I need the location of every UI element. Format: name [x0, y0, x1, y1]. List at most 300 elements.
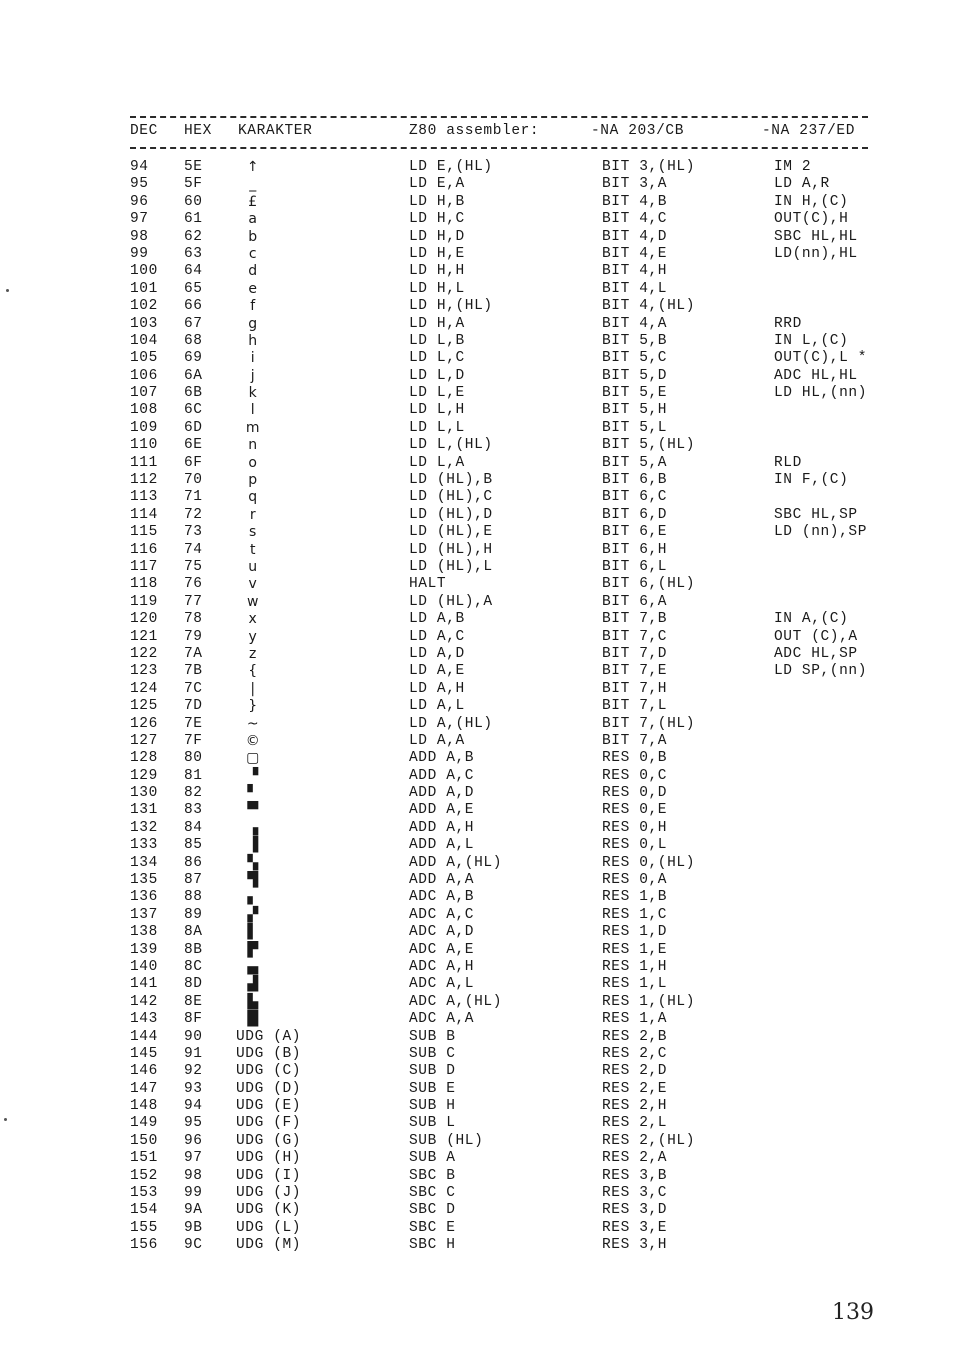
table-row [0, 455, 970, 472]
table-row [0, 472, 970, 489]
ed-cell: OUT (C),A [774, 628, 858, 645]
hex-cell: 62 [184, 228, 203, 245]
hex-cell: 95 [184, 1115, 203, 1132]
table-row [0, 681, 970, 698]
dec-cell: 101 [130, 280, 158, 297]
z80-cell: SUB D [409, 1063, 456, 1080]
character-cell: UDG (M) [236, 1237, 302, 1254]
hex-cell: 85 [184, 837, 203, 854]
character-cell: k [248, 385, 258, 402]
cb-cell: BIT 5,E [602, 385, 668, 402]
dec-cell: 96 [130, 193, 149, 210]
dec-cell: 115 [130, 524, 158, 541]
table-row [0, 507, 970, 524]
character-cell: UDG (J) [236, 1185, 302, 1202]
dec-cell: 99 [130, 245, 149, 262]
table-row [0, 246, 970, 263]
hex-cell: 6D [184, 419, 203, 436]
table-row [0, 889, 970, 906]
dec-cell: 133 [130, 837, 158, 854]
hex-cell: 6A [184, 367, 203, 384]
dec-cell: 145 [130, 1045, 158, 1062]
dec-cell: 117 [130, 558, 158, 575]
dec-cell: 94 [130, 159, 149, 175]
dec-cell: 135 [130, 872, 158, 889]
z80-cell: ADC A,A [409, 1011, 475, 1028]
cb-cell: BIT 6,E [602, 524, 668, 541]
hex-cell: 65 [184, 280, 203, 297]
hex-cell: 69 [184, 350, 203, 367]
character-cell: ▀ [247, 802, 259, 819]
cb-cell: RES 0,B [602, 750, 668, 767]
cb-cell: BIT 5,A [602, 454, 668, 471]
z80-cell: LD (HL),B [409, 472, 493, 489]
dec-cell: 140 [130, 958, 158, 975]
dec-cell: 156 [130, 1237, 158, 1254]
character-cell: UDG (I) [236, 1167, 302, 1184]
ed-cell: IN L,(C) [774, 332, 849, 349]
table-row [0, 1081, 970, 1098]
cb-cell: RES 1,D [602, 924, 668, 941]
dec-cell: 136 [130, 889, 158, 906]
cb-cell: RES 1,(HL) [602, 993, 696, 1010]
top-rule [130, 116, 868, 118]
z80-cell: SUB A [409, 1150, 456, 1167]
ed-cell: LD(nn),HL [774, 245, 858, 262]
z80-cell: SBC H [409, 1237, 456, 1254]
character-cell: UDG (A) [236, 1028, 302, 1045]
z80-cell: ADD A,L [409, 837, 475, 854]
z80-cell: ADC A,B [409, 889, 475, 906]
cb-cell: RES 1,H [602, 958, 668, 975]
cb-cell: BIT 5,D [602, 367, 668, 384]
character-cell: ▗ [247, 819, 259, 836]
cb-cell: RES 2,E [602, 1080, 668, 1097]
character-cell: ▛ [247, 941, 259, 958]
character-cell: l [250, 402, 256, 419]
z80-cell: LD H,C [409, 211, 465, 228]
cb-cell: RES 2,H [602, 1098, 668, 1115]
dec-cell: 146 [130, 1063, 158, 1080]
hex-cell: 60 [184, 193, 203, 210]
character-cell: ▞ [247, 906, 259, 923]
cb-cell: BIT 7,D [602, 645, 668, 662]
ed-cell: SBC HL,SP [774, 506, 858, 523]
hex-cell: 75 [184, 558, 203, 575]
scan-speck [6, 289, 9, 292]
header-na203: -NA 203/CB [591, 123, 685, 139]
hex-cell: 7B [184, 663, 203, 680]
dec-cell: 125 [130, 698, 158, 715]
hex-cell: 7A [184, 645, 203, 662]
character-cell: d [248, 263, 258, 280]
character-cell: a [248, 211, 258, 228]
dec-cell: 129 [130, 767, 158, 784]
page-number: 139 [832, 1300, 874, 1325]
z80-cell: ADD A,D [409, 785, 475, 802]
table-row [0, 1185, 970, 1202]
character-cell: UDG (B) [236, 1045, 302, 1062]
hex-cell: 8D [184, 976, 203, 993]
dec-cell: 100 [130, 263, 158, 280]
dec-cell: 104 [130, 332, 158, 349]
cb-cell: RES 2,(HL) [602, 1132, 696, 1149]
hex-cell: 7E [184, 715, 203, 732]
hex-cell: 92 [184, 1063, 203, 1080]
ed-cell: ADC HL,SP [774, 645, 858, 662]
character-cell: ▙ [247, 993, 259, 1010]
cb-cell: BIT 4,(HL) [602, 298, 696, 315]
table-row [0, 281, 970, 298]
ed-cell: LD (nn),SP [774, 524, 868, 541]
dec-cell: 143 [130, 1011, 158, 1028]
hex-cell: 7C [184, 680, 203, 697]
table-row [0, 768, 970, 785]
dec-cell: 128 [130, 750, 158, 767]
table-row [0, 229, 970, 246]
character-cell: ~ [246, 715, 260, 732]
hex-cell: 8A [184, 924, 203, 941]
cb-cell: RES 0,E [602, 802, 668, 819]
hex-cell: 63 [184, 245, 203, 262]
cb-cell: RES 3,D [602, 1202, 668, 1219]
character-cell: © [245, 732, 261, 749]
table-row [0, 785, 970, 802]
character-cell: c [248, 245, 258, 262]
hex-cell: 6C [184, 402, 203, 419]
cb-cell: RES 2,A [602, 1150, 668, 1167]
z80-cell: LD (HL),C [409, 489, 493, 506]
z80-cell: LD H,B [409, 193, 465, 210]
table-row [0, 1150, 970, 1167]
cb-cell: RES 1,B [602, 889, 668, 906]
cb-cell: BIT 4,D [602, 228, 668, 245]
table-row [0, 750, 970, 767]
table-row [0, 907, 970, 924]
character-cell: ▝ [247, 767, 259, 784]
z80-cell: LD L,H [409, 402, 465, 419]
character-cell: █ [247, 1011, 259, 1028]
character-cell: } [248, 698, 258, 715]
cb-cell: BIT 6,B [602, 472, 668, 489]
character-cell: h [248, 332, 258, 349]
hex-cell: 70 [184, 472, 203, 489]
cb-cell: BIT 7,H [602, 680, 668, 697]
hex-cell: 76 [184, 576, 203, 593]
character-cell: UDG (L) [236, 1219, 302, 1236]
z80-cell: SUB E [409, 1080, 456, 1097]
z80-cell: ADC A,L [409, 976, 475, 993]
cb-cell: RES 1,L [602, 976, 668, 993]
z80-cell: ADD A,C [409, 767, 475, 784]
table-row [0, 942, 970, 959]
hex-cell: 6E [184, 437, 203, 454]
table-header [0, 123, 970, 143]
hex-cell: 73 [184, 524, 203, 541]
table-row [0, 1098, 970, 1115]
z80-cell: ADC A,E [409, 941, 475, 958]
dec-cell: 142 [130, 993, 158, 1010]
z80-cell: ADD A,B [409, 750, 475, 767]
z80-cell: SUB H [409, 1098, 456, 1115]
cb-cell: BIT 7,C [602, 628, 668, 645]
z80-cell: ADD A,H [409, 819, 475, 836]
character-cell: o [248, 454, 258, 471]
hex-cell: 8F [184, 1011, 203, 1028]
cb-cell: BIT 6,(HL) [602, 576, 696, 593]
character-cell: ▟ [247, 976, 259, 993]
table-row [0, 211, 970, 228]
table-row [0, 629, 970, 646]
z80-cell: LD (HL),L [409, 558, 493, 575]
cb-cell: RES 1,A [602, 1011, 668, 1028]
character-cell: e [248, 280, 258, 297]
z80-cell: LD L,L [409, 419, 465, 436]
ed-cell: IN F,(C) [774, 472, 849, 489]
hex-cell: 97 [184, 1150, 203, 1167]
dec-cell: 127 [130, 732, 158, 749]
character-cell: v [248, 576, 258, 593]
cb-cell: BIT 6,H [602, 541, 668, 558]
dec-cell: 148 [130, 1098, 158, 1115]
dec-cell: 109 [130, 419, 158, 436]
table-row [0, 368, 970, 385]
z80-cell: LD A,B [409, 611, 465, 628]
character-cell: UDG (F) [236, 1115, 302, 1132]
table-row [0, 872, 970, 889]
table-row [0, 1029, 970, 1046]
hex-cell: 8C [184, 958, 203, 975]
hex-cell: 7D [184, 698, 203, 715]
table-row [0, 333, 970, 350]
dec-cell: 112 [130, 472, 158, 489]
dec-cell: 98 [130, 228, 149, 245]
table-row [0, 698, 970, 715]
cb-cell: BIT 6,L [602, 558, 668, 575]
hex-cell: 68 [184, 332, 203, 349]
cb-cell: BIT 7,B [602, 611, 668, 628]
character-cell: t [249, 541, 257, 558]
dec-cell: 149 [130, 1115, 158, 1132]
header-na237: -NA 237/ED [762, 123, 856, 139]
z80-cell: LD L,B [409, 332, 465, 349]
table-row [0, 402, 970, 419]
hex-cell: 99 [184, 1185, 203, 1202]
dec-cell: 108 [130, 402, 158, 419]
hex-cell: 9C [184, 1237, 203, 1254]
cb-cell: BIT 4,H [602, 263, 668, 280]
hex-cell: 9B [184, 1219, 203, 1236]
dec-cell: 153 [130, 1185, 158, 1202]
character-cell: ▄ [247, 958, 259, 975]
hex-cell: 9A [184, 1202, 203, 1219]
z80-cell: SBC B [409, 1167, 456, 1184]
cb-cell: BIT 7,(HL) [602, 715, 696, 732]
cb-cell: BIT 4,L [602, 280, 668, 297]
cb-cell: BIT 6,A [602, 593, 668, 610]
dec-cell: 132 [130, 819, 158, 836]
z80-cell: LD A,H [409, 680, 465, 697]
table-row [0, 820, 970, 837]
ed-cell: IN H,(C) [774, 193, 849, 210]
dec-cell: 95 [130, 176, 149, 193]
opcode-table [0, 159, 970, 1255]
table-row [0, 855, 970, 872]
dec-cell: 121 [130, 628, 158, 645]
hex-cell: 71 [184, 489, 203, 506]
z80-cell: LD A,E [409, 663, 465, 680]
hex-cell: 91 [184, 1045, 203, 1062]
z80-cell: LD L,A [409, 454, 465, 471]
z80-cell: ADC A,C [409, 906, 475, 923]
table-row [0, 976, 970, 993]
ed-cell: OUT(C),L * [774, 350, 868, 367]
table-row [0, 559, 970, 576]
hex-cell: 6B [184, 385, 203, 402]
character-cell: w [246, 593, 260, 610]
character-cell: q [248, 489, 258, 506]
hex-cell: 64 [184, 263, 203, 280]
z80-cell: ADC A,H [409, 958, 475, 975]
ed-cell: ADC HL,HL [774, 367, 858, 384]
dec-cell: 103 [130, 315, 158, 332]
cb-cell: RES 0,C [602, 767, 668, 784]
hex-cell: 5E [184, 159, 203, 175]
cb-cell: RES 2,L [602, 1115, 668, 1132]
table-row [0, 646, 970, 663]
character-cell: ▘ [247, 785, 259, 802]
table-row [0, 837, 970, 854]
dec-cell: 123 [130, 663, 158, 680]
character-cell: n [248, 437, 258, 454]
table-row [0, 159, 970, 176]
dec-cell: 134 [130, 854, 158, 871]
hex-cell: 67 [184, 315, 203, 332]
hex-cell: 88 [184, 889, 203, 906]
dec-cell: 120 [130, 611, 158, 628]
hex-cell: 86 [184, 854, 203, 871]
dec-cell: 151 [130, 1150, 158, 1167]
character-cell: s [249, 524, 257, 541]
hex-cell: 77 [184, 593, 203, 610]
z80-cell: LD E,(HL) [409, 159, 493, 175]
character-cell: y [248, 628, 258, 645]
table-row [0, 420, 970, 437]
dec-cell: 137 [130, 906, 158, 923]
dec-cell: 106 [130, 367, 158, 384]
table-row [0, 924, 970, 941]
cb-cell: RES 0,L [602, 837, 668, 854]
hex-cell: 96 [184, 1132, 203, 1149]
character-cell: UDG (G) [236, 1132, 302, 1149]
ed-cell: LD SP,(nn) [774, 663, 868, 680]
character-cell: u [248, 558, 258, 575]
dec-cell: 119 [130, 593, 158, 610]
table-row [0, 1046, 970, 1063]
cb-cell: BIT 7,E [602, 663, 668, 680]
character-cell: j [250, 367, 256, 384]
table-row [0, 594, 970, 611]
hex-cell: 74 [184, 541, 203, 558]
character-cell: z [249, 645, 257, 662]
character-cell: { [248, 663, 258, 680]
hex-cell: 61 [184, 211, 203, 228]
character-cell: p [248, 472, 258, 489]
cb-cell: BIT 6,D [602, 506, 668, 523]
character-cell: ▌ [247, 924, 259, 941]
table-row [0, 1237, 970, 1254]
dec-cell: 113 [130, 489, 158, 506]
ed-cell: LD A,R [774, 176, 830, 193]
table-row [0, 663, 970, 680]
table-row [0, 385, 970, 402]
table-row [0, 263, 970, 280]
cb-cell: BIT 5,C [602, 350, 668, 367]
ed-cell: LD HL,(nn) [774, 385, 868, 402]
hex-cell: 82 [184, 785, 203, 802]
z80-cell: LD L,C [409, 350, 465, 367]
character-cell: UDG (K) [236, 1202, 302, 1219]
cb-cell: BIT 7,A [602, 732, 668, 749]
ed-cell: RLD [774, 454, 802, 471]
character-cell: i [250, 350, 256, 367]
z80-cell: LD (HL),E [409, 524, 493, 541]
character-cell: ▐ [247, 837, 259, 854]
z80-cell: ADC A,D [409, 924, 475, 941]
cb-cell: BIT 5,B [602, 332, 668, 349]
cb-cell: RES 3,H [602, 1237, 668, 1254]
cb-cell: BIT 5,(HL) [602, 437, 696, 454]
ed-cell: SBC HL,HL [774, 228, 858, 245]
z80-cell: HALT [409, 576, 447, 593]
cb-cell: BIT 4,E [602, 245, 668, 262]
z80-cell: LD H,H [409, 263, 465, 280]
z80-cell: ADD A,E [409, 802, 475, 819]
header-z80: Z80 assembler: [409, 123, 540, 139]
table-row [0, 489, 970, 506]
z80-cell: LD (HL),H [409, 541, 493, 558]
z80-cell: LD A,D [409, 645, 465, 662]
character-cell: | [250, 680, 256, 697]
dec-cell: 155 [130, 1219, 158, 1236]
table-row [0, 1220, 970, 1237]
cb-cell: BIT 4,C [602, 211, 668, 228]
hex-cell: 90 [184, 1028, 203, 1045]
cb-cell: BIT 7,L [602, 698, 668, 715]
hex-cell: 79 [184, 628, 203, 645]
z80-cell: LD H,A [409, 315, 465, 332]
z80-cell: SUB (HL) [409, 1132, 484, 1149]
ed-cell: IM 2 [774, 159, 812, 175]
table-row [0, 194, 970, 211]
table-row [0, 316, 970, 333]
character-cell: ▢ [246, 750, 260, 767]
character-cell: x [248, 611, 258, 628]
z80-cell: ADD A,A [409, 872, 475, 889]
cb-cell: RES 3,B [602, 1167, 668, 1184]
character-cell: UDG (D) [236, 1080, 302, 1097]
character-cell: f [250, 298, 256, 315]
dec-cell: 124 [130, 680, 158, 697]
z80-cell: LD A,A [409, 732, 465, 749]
character-cell: ▚ [247, 854, 259, 871]
hex-cell: 94 [184, 1098, 203, 1115]
cb-cell: RES 1,C [602, 906, 668, 923]
ed-cell: OUT(C),H [774, 211, 849, 228]
table-row [0, 1115, 970, 1132]
character-cell: ▖ [247, 889, 259, 906]
table-row [0, 994, 970, 1011]
